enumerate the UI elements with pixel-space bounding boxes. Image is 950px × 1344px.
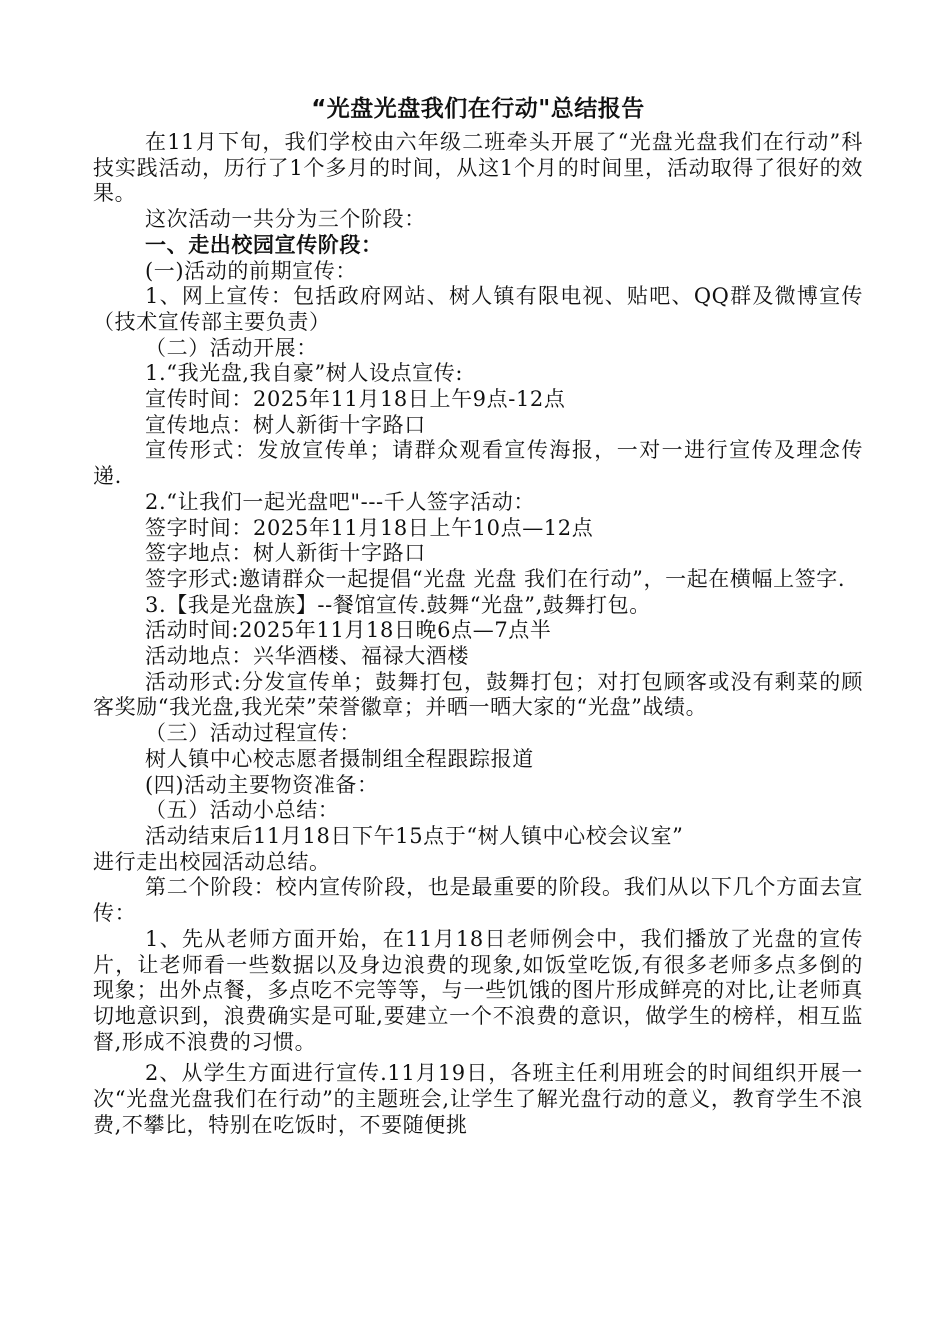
item-1-title: 1.“我光盘,我自豪”树人设点宣传: [145, 361, 464, 386]
item-2-title: 2.“让我们一起光盘吧"---千人签字活动： [145, 489, 535, 514]
item-3-time: 活动时间:2025年11月18日晚6点—7点半 [145, 618, 552, 643]
paragraph-summary-place: 进行走出校园活动总结。 [93, 849, 331, 874]
document-title: “光盘光盘我们在行动"总结报告 [311, 96, 645, 122]
paragraph-teachers: 1、先从老师方面开始，在11月18日老师例会中，我们播放了光盘的宣传片，让老师看一些数据以及身边浪费的现象,如饭堂吃饭,有很多老师多点多倒的现象；出外点餐，多点吃不完等等，与一些饥饿的图片形成鲜亮的对比,让老师真切地意识到，浪费确实是可耻,要建立一个不浪费的意识，做学生的榜样，相互监督,形成不浪费的习惯。 [93, 926, 863, 1054]
paragraph-stage-two: 第二个阶段：校内宣传阶段，也是最重要的阶段。我们从以下几个方面去宣传： [93, 875, 863, 926]
paragraph-summary-time: 活动结束后11月18日下午15点于“树人镇中心校会议室” [145, 823, 684, 848]
heading-stage-one: 一、走出校园宣传阶段： [145, 232, 383, 257]
paragraph-stages: 这次活动一共分为三个阶段： [145, 207, 426, 232]
item-1-form: 宣传形式：发放宣传单；请群众观看宣传海报，一对一进行宣传及理念传递. [93, 438, 863, 489]
subheading-activity-launch: （二）活动开展： [145, 335, 318, 360]
item-2-time: 签字时间：2025年11月18日上午10点—12点 [145, 515, 594, 540]
item-3-form: 活动形式:分发宣传单；鼓舞打包，鼓舞打包；对打包顾客或没有剩菜的顾客奖励“我光盘,我光荣”荣誉徽章；并晒一晒大家的“光盘”战绩。 [93, 669, 863, 720]
subheading-pre-publicity: (一)活动的前期宣传： [145, 258, 357, 283]
item-2-form: 签字形式:邀请群众一起提倡“光盘 光盘 我们在行动”，一起在横幅上签字. [145, 566, 846, 591]
paragraph-volunteer-report: 树人镇中心校志愿者摄制组全程跟踪报道 [145, 746, 534, 771]
paragraph-online-publicity: 1、网上宣传：包括政府网站、树人镇有限电视、贴吧、QQ群及微博宣传（技术宣传部主要负责） [93, 284, 863, 334]
document-page [93, 92, 863, 1138]
item-1-time: 宣传时间：2025年11月18日上午9点-12点 [145, 387, 566, 412]
paragraph-intro: 在11月下旬，我们学校由六年级二班牵头开展了“光盘光盘我们在行动”科技实践活动，历行了1个多月的时间，从这1个月的时间里，活动取得了很好的效果。 [93, 130, 863, 206]
item-3-place: 活动地点：兴华酒楼、福禄大酒楼 [145, 644, 469, 669]
subheading-materials: (四)活动主要物资准备： [145, 772, 379, 797]
subheading-summary: （五）活动小总结： [145, 798, 340, 823]
subheading-process-publicity: （三）活动过程宣传： [145, 721, 361, 746]
item-2-place: 签字地点：树人新街十字路口 [145, 541, 426, 566]
paragraph-students: 2、从学生方面进行宣传.11月19日，各班主任利用班会的时间组织开展一次“光盘光盘我们在行动”的主题班会,让学生了解光盘行动的意义，教育学生不浪费,不攀比，特别在吃饭时，不要随便挑 [93, 1061, 863, 1137]
item-3-title: 3.【我是光盘族】--餐馆宣传.鼓舞“光盘”,鼓舞打包。 [145, 592, 651, 617]
item-1-place: 宣传地点：树人新街十字路口 [145, 412, 426, 437]
